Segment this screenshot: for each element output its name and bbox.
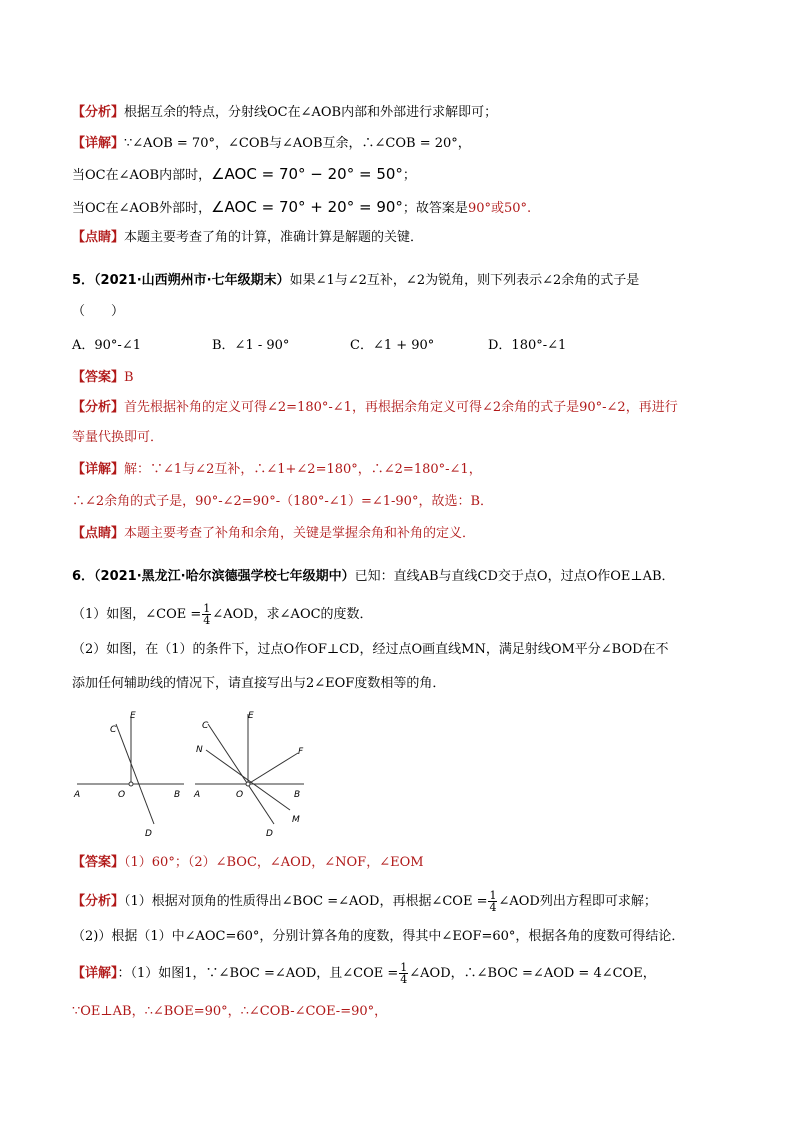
detail-tag: 【详解】 (72, 136, 125, 151)
fig2-label-o: O (236, 790, 244, 800)
q5-analysis-tag: 【分析】 (72, 400, 125, 415)
case2-formula: ∠AOC = 70° + 20° = 90° (211, 198, 403, 216)
fraction-one-quarter: $\frac{1}{4}$ (400, 961, 408, 986)
q6-detail-1-pre: ：（1）如图1，∵∠BOC =∠AOD，且∠COE = (117, 966, 399, 981)
q5-option-c: C．∠1 + 90° (350, 338, 435, 353)
q6-analysis-1-pre: （1）根据对顶角的性质得出∠BOC =∠AOD，再根据∠COE = (124, 894, 488, 909)
q5-paren: （ ） (72, 304, 125, 319)
q5-stem-text: 如果∠1与∠2互补，∠2为锐角，则下列表示∠2余角的式子是 (289, 273, 640, 288)
fig2-label-m: M (292, 815, 300, 825)
q6-answer: （1）60°；（2）∠BOC，∠AOD，∠NOF，∠EOM (124, 855, 424, 870)
fig2-label-a: A (194, 790, 201, 800)
analysis-tag: 【分析】 (72, 105, 125, 120)
fraction-one-quarter: $\frac{1}{4}$ (489, 889, 497, 914)
fig1-label-b: B (174, 790, 181, 800)
case1-prefix: 当OC在∠AOB内部时， (72, 168, 212, 183)
q5-comment-tag: 【点睛】 (72, 526, 125, 541)
q6-number: 6． (72, 569, 95, 584)
detail-line (72, 134, 471, 154)
case1-formula: ∠AOC = 70° − 20° = 50° (211, 165, 403, 183)
q6-stem-text: 已知：直线AB与直线CD交于点O，过点O作OE⊥AB． (354, 569, 675, 584)
q6-sub1-pre: （1）如图，∠COE = (72, 607, 202, 622)
fig1-label-c: C (110, 725, 117, 735)
q5-analysis-2: 等量代换即可． (72, 430, 164, 445)
q5-option-d: D．180°-∠1 (488, 338, 567, 353)
q6-detail-1-post: ∠AOD，∴∠BOC =∠AOD = 4∠COE， (409, 966, 656, 981)
q5-comment-line (72, 524, 475, 544)
fig2-label-n: N (196, 745, 203, 755)
case1-line (72, 164, 416, 186)
q6-sub2-1: （2）如图，在（1）的条件下，过点O作OF⊥CD，经过点O画直线MN，满足射线OM平分∠BOD在不 (72, 642, 669, 657)
q5-answer-tag: 【答案】 (72, 370, 125, 385)
q5-answer-line (72, 368, 134, 388)
comment-tag: 【点睛】 (72, 230, 125, 245)
q6-analysis-1-post: ∠AOD列出方程即可求解； (498, 894, 657, 909)
fig2-label-b: B (294, 790, 301, 800)
q5-option-a: A．90°-∠1 (72, 338, 141, 353)
q5-analysis-line (72, 398, 678, 418)
q6-detail-tag: 【详解】 (72, 966, 118, 981)
case2-end: ；故答案是 (402, 201, 468, 216)
case2-prefix: 当OC在∠AOB外部时， (72, 201, 212, 216)
fig1-label-o: O (118, 790, 126, 800)
figure-2 (192, 706, 312, 838)
fraction-one-quarter: $\frac{1}{4}$ (203, 602, 211, 627)
fig1-label-a: A (74, 790, 81, 800)
q5-option-b: B．∠1 - 90° (212, 338, 290, 353)
fig2-label-f: F (298, 747, 304, 757)
q5-source: （2021·山西朔州市·七年级期末） (94, 273, 290, 288)
q5-detail-line (72, 460, 482, 480)
q5-detail-2: ∴∠2余角的式子是，90°-∠2=90°-（180°-∠1）=∠1-90°，故选：B． (72, 494, 494, 509)
q6-answer-line (72, 853, 424, 873)
analysis-text: 根据互余的特点，分射线OC在∠AOB内部和外部进行求解即可； (124, 105, 498, 120)
q6-source: （2021·黑龙江·哈尔滨德强学校七年级期中） (94, 569, 355, 584)
q5-comment-text: 本题主要考查了补角和余角，关键是掌握余角和补角的定义． (124, 526, 476, 541)
comment-line (72, 228, 423, 248)
fig1-label-e: E (130, 711, 136, 721)
q5-detail-tag: 【详解】 (72, 462, 125, 477)
analysis-line (72, 103, 497, 123)
q6-sub2-2: 添加任何辅助线的情况下，请直接写出与2∠EOF度数相等的角． (72, 676, 446, 691)
detail-text: ∵∠AOB = 70°，∠COB与∠AOB互余，∴∠COB = 20°， (124, 136, 471, 151)
figure-1 (72, 706, 192, 838)
fig2-label-c: C (202, 721, 209, 731)
q5-analysis-1: 首先根据补角的定义可得∠2=180°-∠1，再根据余角定义可得∠2余角的式子是90°-∠2，再进行 (124, 400, 678, 415)
comment-text: 本题主要考查了角的计算，准确计算是解题的关键． (124, 230, 424, 245)
case1-end: ； (402, 168, 416, 183)
q6-detail-line (72, 962, 656, 985)
q6-analysis-2: （2)）根据（1）中∠AOC=60°，分别计算各角的度数，得其中∠EOF=60°，根据各角的度数可得结论． (72, 929, 685, 944)
q6-detail-2: ∵OE⊥AB，∴∠BOE=90°，∴∠COB-∠COE-=90°， (72, 1004, 388, 1019)
fig2-label-d: D (266, 829, 273, 838)
q6-stem (72, 567, 675, 587)
q6-sub1-post: ∠AOD，求∠AOC的度数． (212, 607, 373, 622)
q6-analysis-tag: 【分析】 (72, 894, 125, 909)
case2-line (72, 197, 531, 219)
fig1-label-d: D (145, 829, 152, 838)
q6-sub1 (72, 603, 373, 626)
case2-answer: 90°或50°. (467, 201, 532, 216)
q5-answer: B (124, 370, 134, 385)
q5-number: 5． (72, 273, 95, 288)
q6-answer-tag: 【答案】 (72, 855, 125, 870)
fig2-label-e: E (248, 711, 254, 721)
q5-stem (72, 271, 639, 291)
q5-detail-1: 解：∵∠1与∠2互补，∴∠1+∠2=180°，∴∠2=180°-∠1， (124, 462, 482, 477)
q6-analysis-line (72, 890, 657, 913)
